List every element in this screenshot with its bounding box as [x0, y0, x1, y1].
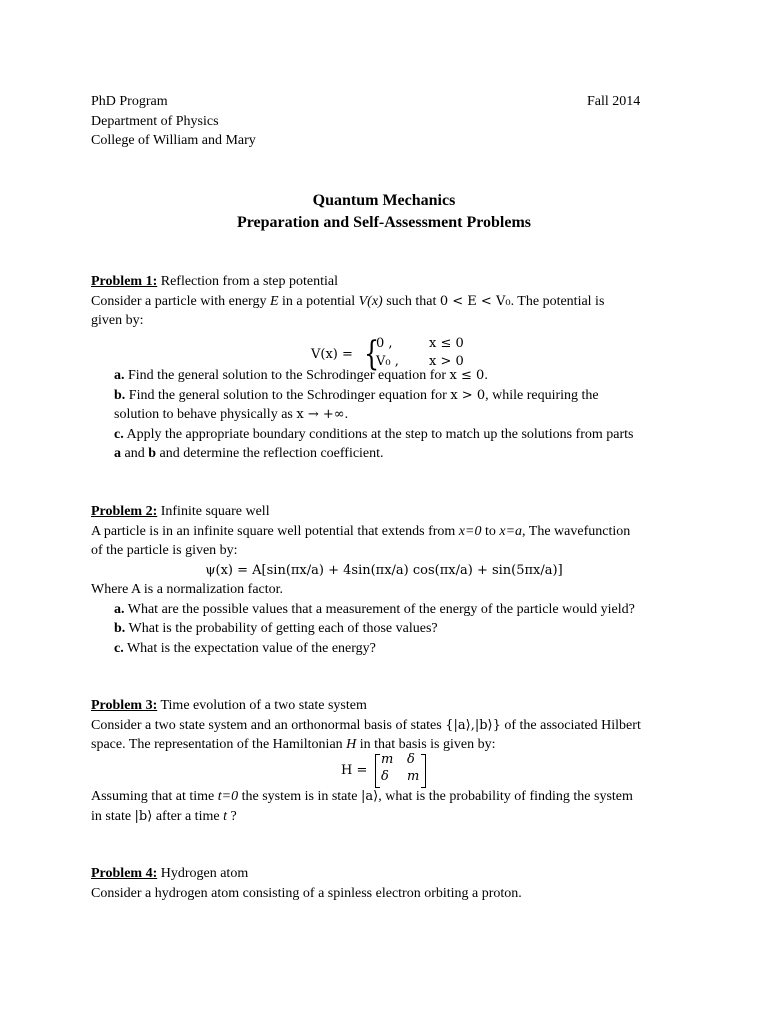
- problem-4-intro: Consider a hydrogen atom consisting of a spinless electron orbiting a proton.: [91, 885, 522, 901]
- problem-3-subtitle: Time evolution of a two state system: [160, 698, 367, 713]
- problem-2-intro-2: of the particle is given by:: [91, 543, 238, 559]
- problem-3-block: [91, 696, 677, 755]
- problem-1-heading-block: [91, 272, 677, 331]
- program-name: PhD Program: [91, 94, 168, 109]
- case-1-condition: x ≤ 0: [429, 336, 464, 351]
- matrix-lhs: H =: [341, 763, 368, 778]
- college-name: College of William and Mary: [91, 133, 256, 149]
- term: Fall 2014: [587, 94, 641, 109]
- matrix-m22: m: [407, 769, 420, 784]
- problem-3-question: [91, 787, 677, 826]
- problem-2-part-b: b. What is the probability of getting each of those values?: [114, 621, 438, 637]
- problem-1-parts: [91, 366, 677, 464]
- problem-4-heading: Problem 4:: [91, 866, 158, 881]
- matrix-m12: δ: [407, 752, 415, 767]
- department-name: Department of Physics: [91, 113, 219, 129]
- problem-2-intro: A particle is in an infinite square well potential that extends from x=0 to x=a, The wavefunction: [91, 523, 631, 539]
- problem-1-part-b: b. Find the general solution to the Schrodinger equation for x > 0, while requiring the: [114, 387, 599, 403]
- problem-1-part-c: c. Apply the appropriate boundary conditions at the step to match up the solutions from parts: [114, 426, 634, 442]
- matrix-right-bracket: [421, 754, 426, 788]
- problem-1-part-a: a. Find the general solution to the Schrodinger equation for x ≤ 0.: [114, 368, 488, 383]
- problem-3-intro: Consider a two state system and an orthonormal basis of states {|a⟩,|b⟩} of the associated Hilbert: [91, 717, 641, 733]
- problem-1-intro: Consider a particle with energy E in a potential V(x) such that 0 < E < V₀. The potential is: [91, 293, 605, 309]
- case-1-value: 0 ,: [376, 336, 393, 351]
- title-line-1: Quantum Mechanics: [312, 192, 456, 209]
- problem-1-intro-2: given by:: [91, 313, 144, 329]
- problem-3-question-line-1: Assuming that at time t=0 the system is in state |a⟩, what is the probability of finding the system: [91, 789, 633, 804]
- problem-2-part-c: c. What is the expectation value of the energy?: [114, 640, 376, 656]
- matrix-m11: m: [381, 752, 394, 767]
- problem-2-normalization: Where A is a normalization factor.: [91, 582, 284, 597]
- problem-2-equation: ψ(x) = A[sin(πx/a) + 4sin(πx/a) cos(πx/a) + sin(5πx/a)]: [205, 563, 563, 578]
- matrix-left-bracket: [375, 754, 380, 788]
- problem-4-block: [91, 864, 677, 903]
- title-line-2: Preparation and Self-Assessment Problems: [236, 214, 532, 231]
- problem-3-heading: Problem 3:: [91, 698, 158, 713]
- case-2-condition: x > 0: [429, 354, 464, 369]
- eq-lhs: V(x) =: [311, 347, 353, 362]
- problem-4-subtitle: Hydrogen atom: [160, 866, 249, 881]
- problem-2-parts: [91, 580, 677, 658]
- problem-1-part-b-cont: solution to behave physically as x → +∞.: [114, 407, 349, 423]
- problem-3-question-line-2: in state |b⟩ after a time t ?: [91, 808, 237, 824]
- problem-1-heading: Problem 1:: [91, 274, 158, 289]
- problem-2-heading: Problem 2:: [91, 504, 158, 519]
- matrix-m21: δ: [381, 769, 389, 784]
- problem-3-equation: [341, 753, 441, 787]
- problem-2-block: [91, 502, 677, 561]
- problem-1-part-c-cont: a and b and determine the reflection coefficient.: [114, 446, 384, 462]
- problem-3-intro-2: space. The representation of the Hamiltonian H in that basis is given by:: [91, 737, 496, 753]
- left-brace: {: [364, 334, 380, 374]
- problem-2-subtitle: Infinite square well: [160, 504, 270, 519]
- case-2-value: V₀ ,: [376, 354, 399, 369]
- problem-2-part-a: a. What are the possible values that a measurement of the energy of the particle would yield?: [114, 601, 635, 617]
- problem-1-subtitle: Reflection from a step potential: [160, 274, 339, 289]
